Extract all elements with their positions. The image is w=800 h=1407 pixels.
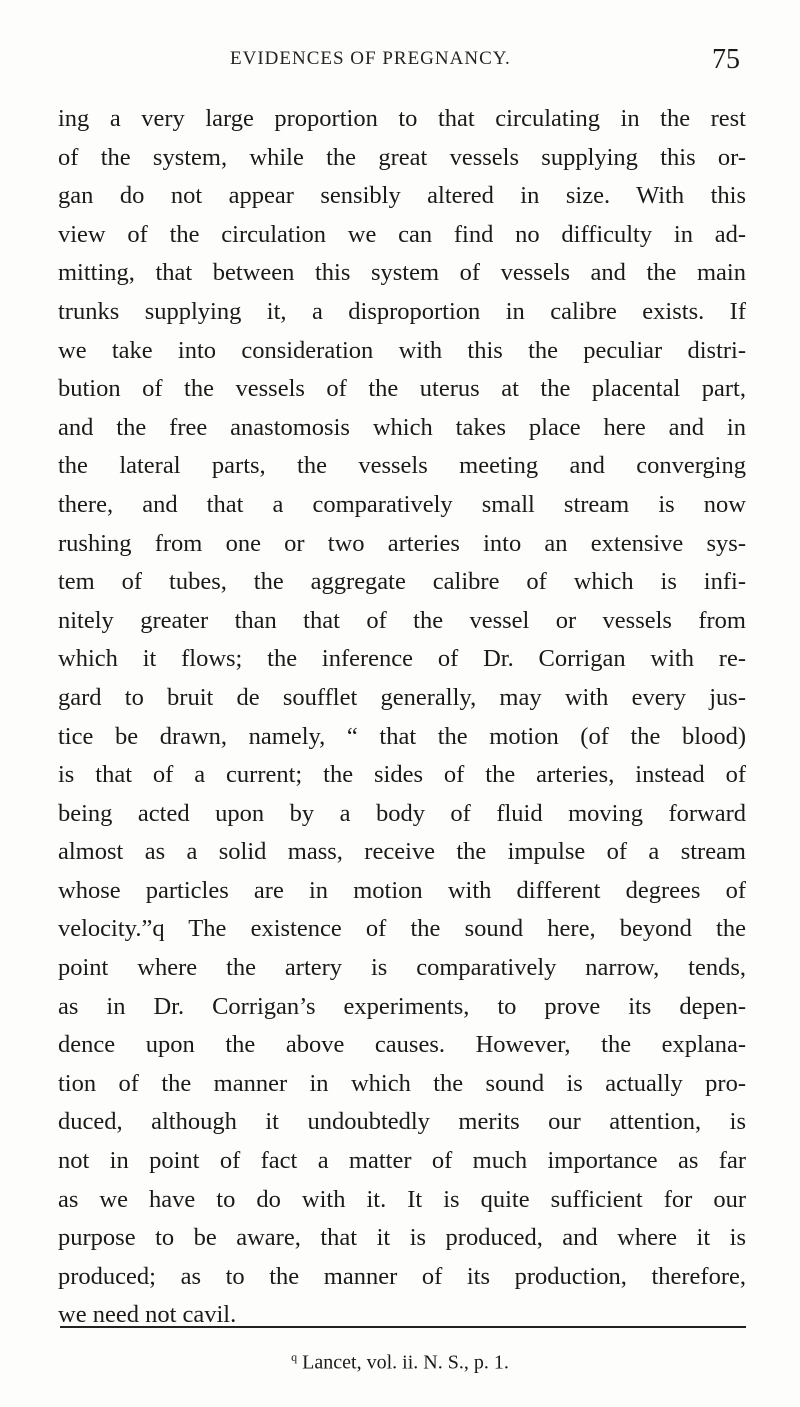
text-line: duced, although it undoubtedly merits our attention, is xyxy=(58,1108,746,1136)
text-line: we take into consideration with this the peculiar distri- xyxy=(58,336,746,364)
page-number: 75 xyxy=(712,44,740,75)
text-line: of the system, while the great vessels supplying this or- xyxy=(58,143,746,171)
text-line: is that of a current; the sides of the arteries, instead of xyxy=(58,761,746,789)
text-line: as in Dr. Corrigan’s experiments, to prove its depen- xyxy=(58,992,746,1020)
text-line: being acted upon by a body of fluid moving forward xyxy=(58,799,746,827)
text-line: gan do not appear sensibly altered in size. With this xyxy=(58,182,746,210)
text-line: not in point of fact a matter of much importance as far xyxy=(58,1147,746,1175)
text-line: mitting, that between this system of vessels and the main xyxy=(58,259,746,287)
text-line: there, and that a comparatively small stream is now xyxy=(58,490,746,518)
text-line: purpose to be aware, that it is produced, and where it is xyxy=(58,1224,746,1252)
text-line: we need not cavil. xyxy=(58,1301,237,1329)
text-line: almost as a solid mass, receive the impulse of a stream xyxy=(58,838,746,866)
text-line: tem of tubes, the aggregate calibre of which is infi- xyxy=(58,568,746,596)
text-line: which it flows; the inference of Dr. Corrigan with re- xyxy=(58,645,746,673)
text-line: dence upon the above causes. However, the explana- xyxy=(58,1031,746,1059)
text-line: whose particles are in motion with different degrees of xyxy=(58,876,746,904)
footnote-marker: q xyxy=(291,1350,298,1364)
text-line: velocity.”q The existence of the sound here, beyond the xyxy=(58,915,746,943)
text-line: ing a very large proportion to that circulating in the rest xyxy=(58,105,746,132)
text-line: point where the artery is comparatively narrow, tends, xyxy=(58,954,746,982)
text-line: view of the circulation we can find no difficulty in ad- xyxy=(58,220,746,248)
running-head xyxy=(0,44,800,78)
footnote xyxy=(0,1350,800,1375)
text-line: trunks supplying it, a disproportion in calibre exists. If xyxy=(58,297,746,325)
body-text xyxy=(58,100,746,1335)
text-line: tion of the manner in which the sound is actually pro- xyxy=(58,1069,746,1097)
text-line: bution of the vessels of the uterus at the placental part, xyxy=(58,375,746,403)
text-line: gard to bruit de soufflet generally, may with every jus- xyxy=(58,683,746,711)
text-line: produced; as to the manner of its production, therefore, xyxy=(58,1262,746,1290)
footnote-text: Lancet, vol. ii. N. S., p. 1. xyxy=(302,1351,509,1374)
text-line: tice be drawn, namely, “ that the motion (of the blood) xyxy=(58,722,746,750)
footnote-rule xyxy=(60,1326,746,1328)
text-line: as we have to do with it. It is quite sufficient for our xyxy=(58,1185,746,1213)
text-line: nitely greater than that of the vessel or vessels from xyxy=(58,606,746,634)
running-title: EVIDENCES OF PREGNANCY. xyxy=(230,48,511,69)
text-line: and the free anastomosis which takes place here and in xyxy=(58,413,746,441)
text-line: the lateral parts, the vessels meeting and converging xyxy=(58,452,746,480)
text-line: rushing from one or two arteries into an extensive sys- xyxy=(58,529,746,557)
